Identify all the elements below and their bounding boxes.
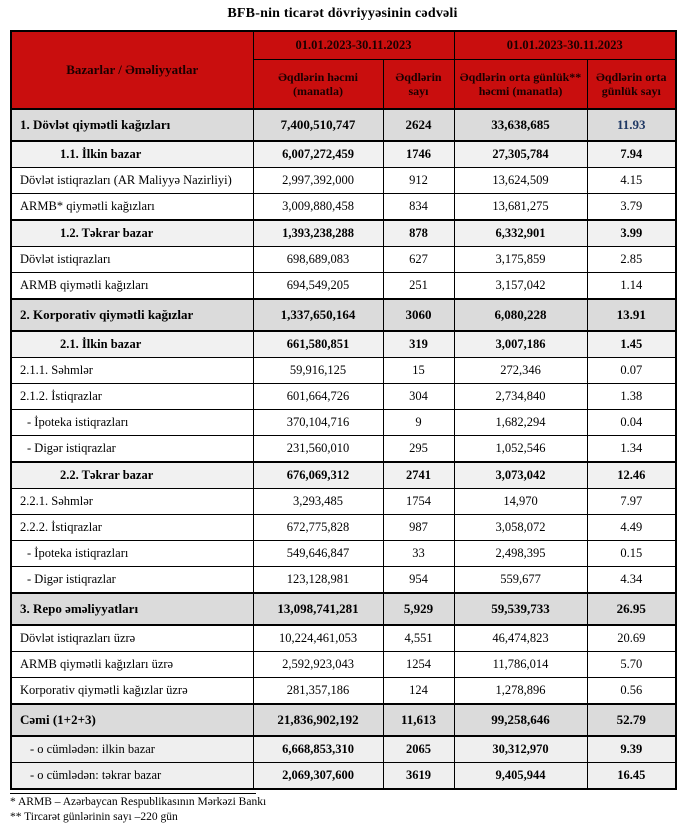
row-label: ARMB qiymətli kağızları <box>11 273 253 300</box>
table-row <box>11 273 676 300</box>
cell-avg-count: 0.07 <box>587 358 676 384</box>
cell-volume: 3,293,485 <box>253 489 383 515</box>
row-label: - Digər istiqrazlar <box>11 567 253 594</box>
cell-avg-volume: 3,175,859 <box>454 247 587 273</box>
cell-avg-count: 1.34 <box>587 436 676 463</box>
row-label: 1.1. İlkin bazar <box>11 141 253 168</box>
cell-avg-volume: 559,677 <box>454 567 587 594</box>
cell-volume: 6,668,853,310 <box>253 736 383 763</box>
cell-avg-count: 4.15 <box>587 168 676 194</box>
cell-volume: 370,104,716 <box>253 410 383 436</box>
cell-count: 1754 <box>383 489 454 515</box>
cell-count: 11,613 <box>383 704 454 736</box>
cell-avg-volume: 2,734,840 <box>454 384 587 410</box>
cell-avg-count: 16.45 <box>587 763 676 790</box>
table-row <box>11 384 676 410</box>
cell-avg-count: 0.56 <box>587 678 676 705</box>
cell-count: 1746 <box>383 141 454 168</box>
cell-avg-count: 4.34 <box>587 567 676 594</box>
cell-avg-volume: 1,278,896 <box>454 678 587 705</box>
table-row <box>11 410 676 436</box>
row-label: 2.2. Təkrar bazar <box>11 462 253 489</box>
corner-header: Bazarlar / Əməliyyatlar <box>11 31 253 109</box>
cell-avg-volume: 272,346 <box>454 358 587 384</box>
table-row <box>11 678 676 705</box>
row-label: - o cümlədən: təkrar bazar <box>11 763 253 790</box>
table-row <box>11 489 676 515</box>
cell-avg-volume: 13,624,509 <box>454 168 587 194</box>
table-row <box>11 462 676 489</box>
row-label: - İpoteka istiqrazları <box>11 410 253 436</box>
row-label: 2.1.1. Səhmlər <box>11 358 253 384</box>
cell-volume: 59,916,125 <box>253 358 383 384</box>
table-body <box>11 109 676 789</box>
cell-avg-volume: 6,080,228 <box>454 299 587 331</box>
cell-volume: 21,836,902,192 <box>253 704 383 736</box>
row-label: 3. Repo əməliyyatları <box>11 593 253 625</box>
row-label: 1. Dövlət qiymətli kağızları <box>11 109 253 141</box>
cell-avg-volume: 13,681,275 <box>454 194 587 221</box>
cell-avg-count: 52.79 <box>587 704 676 736</box>
table-row <box>11 704 676 736</box>
cell-avg-count: 7.97 <box>587 489 676 515</box>
table-row <box>11 299 676 331</box>
cell-count: 295 <box>383 436 454 463</box>
page-title: BFB-nin ticarət dövriyyəsinin cədvəli <box>227 6 458 21</box>
table-row <box>11 358 676 384</box>
cell-avg-count: 20.69 <box>587 625 676 652</box>
row-label: 2.1.2. İstiqrazlar <box>11 384 253 410</box>
cell-volume: 10,224,461,053 <box>253 625 383 652</box>
cell-count: 627 <box>383 247 454 273</box>
cell-volume: 1,337,650,164 <box>253 299 383 331</box>
cell-count: 834 <box>383 194 454 221</box>
cell-avg-volume: 46,474,823 <box>454 625 587 652</box>
cell-count: 3619 <box>383 763 454 790</box>
row-label: - Digər istiqrazlar <box>11 436 253 463</box>
cell-volume: 698,689,083 <box>253 247 383 273</box>
cell-avg-count: 7.94 <box>587 141 676 168</box>
column-header-avg-count: Əqdlərin orta günlük sayı <box>587 60 676 110</box>
cell-volume: 123,128,981 <box>253 567 383 594</box>
cell-avg-volume: 30,312,970 <box>454 736 587 763</box>
cell-volume: 676,069,312 <box>253 462 383 489</box>
cell-volume: 672,775,828 <box>253 515 383 541</box>
table-row <box>11 331 676 358</box>
row-label: ARMB qiymətli kağızları üzrə <box>11 652 253 678</box>
cell-count: 9 <box>383 410 454 436</box>
cell-volume: 7,400,510,747 <box>253 109 383 141</box>
cell-volume: 231,560,010 <box>253 436 383 463</box>
cell-count: 2624 <box>383 109 454 141</box>
cell-volume: 549,646,847 <box>253 541 383 567</box>
table-row <box>11 168 676 194</box>
row-label: - İpoteka istiqrazları <box>11 541 253 567</box>
table-row <box>11 763 676 790</box>
cell-count: 15 <box>383 358 454 384</box>
cell-volume: 13,098,741,281 <box>253 593 383 625</box>
cell-volume: 2,997,392,000 <box>253 168 383 194</box>
cell-count: 304 <box>383 384 454 410</box>
row-label: Dövlət istiqrazları (AR Maliyyə Nazirliyi) <box>11 168 253 194</box>
table-header <box>11 31 676 109</box>
cell-avg-volume: 1,052,546 <box>454 436 587 463</box>
cell-avg-count: 1.45 <box>587 331 676 358</box>
cell-count: 954 <box>383 567 454 594</box>
cell-avg-count: 2.85 <box>587 247 676 273</box>
row-label: 2. Korporativ qiymətli kağızlar <box>11 299 253 331</box>
cell-count: 4,551 <box>383 625 454 652</box>
column-header-volume: Əqdlərin həcmi (manatla) <box>253 60 383 110</box>
trade-turnover-table <box>10 30 677 790</box>
cell-count: 319 <box>383 331 454 358</box>
table-row <box>11 567 676 594</box>
cell-count: 3060 <box>383 299 454 331</box>
row-label: 2.2.1. Səhmlər <box>11 489 253 515</box>
cell-avg-count: 5.70 <box>587 652 676 678</box>
cell-volume: 2,069,307,600 <box>253 763 383 790</box>
row-label: 2.2.2. İstiqrazlar <box>11 515 253 541</box>
cell-count: 1254 <box>383 652 454 678</box>
cell-count: 251 <box>383 273 454 300</box>
cell-count: 5,929 <box>383 593 454 625</box>
row-label: Dövlət istiqrazları <box>11 247 253 273</box>
row-label: Korporativ qiymətli kağızlar üzrə <box>11 678 253 705</box>
cell-count: 987 <box>383 515 454 541</box>
period-header-2: 01.01.2023-30.11.2023 <box>454 31 676 60</box>
table-row <box>11 593 676 625</box>
cell-avg-volume: 11,786,014 <box>454 652 587 678</box>
cell-avg-count: 11.93 <box>587 109 676 141</box>
cell-avg-count: 4.49 <box>587 515 676 541</box>
cell-avg-count: 1.38 <box>587 384 676 410</box>
period-header-row <box>11 31 676 60</box>
table-row <box>11 515 676 541</box>
table-row <box>11 436 676 463</box>
cell-volume: 694,549,205 <box>253 273 383 300</box>
cell-avg-volume: 3,073,042 <box>454 462 587 489</box>
column-header-avg-volume: Əqdlərin orta günlük** həcmi (manatla) <box>454 60 587 110</box>
cell-avg-count: 3.99 <box>587 220 676 247</box>
table-row <box>11 194 676 221</box>
row-label: Cəmi (1+2+3) <box>11 704 253 736</box>
cell-count: 2065 <box>383 736 454 763</box>
cell-avg-volume: 3,157,042 <box>454 273 587 300</box>
cell-avg-count: 12.46 <box>587 462 676 489</box>
table-row <box>11 625 676 652</box>
cell-avg-count: 1.14 <box>587 273 676 300</box>
cell-avg-volume: 59,539,733 <box>454 593 587 625</box>
cell-volume: 1,393,238,288 <box>253 220 383 247</box>
cell-volume: 601,664,726 <box>253 384 383 410</box>
table-row <box>11 736 676 763</box>
row-label: 2.1. İlkin bazar <box>11 331 253 358</box>
cell-avg-volume: 99,258,646 <box>454 704 587 736</box>
table-row <box>11 541 676 567</box>
cell-avg-count: 0.04 <box>587 410 676 436</box>
cell-avg-count: 13.91 <box>587 299 676 331</box>
table-row <box>11 220 676 247</box>
table-row <box>11 652 676 678</box>
cell-avg-volume: 3,007,186 <box>454 331 587 358</box>
cell-count: 33 <box>383 541 454 567</box>
cell-avg-volume: 27,305,784 <box>454 141 587 168</box>
cell-avg-count: 0.15 <box>587 541 676 567</box>
cell-avg-volume: 3,058,072 <box>454 515 587 541</box>
cell-volume: 281,357,186 <box>253 678 383 705</box>
cell-avg-volume: 9,405,944 <box>454 763 587 790</box>
cell-count: 2741 <box>383 462 454 489</box>
cell-avg-volume: 14,970 <box>454 489 587 515</box>
cell-count: 878 <box>383 220 454 247</box>
cell-avg-volume: 1,682,294 <box>454 410 587 436</box>
cell-volume: 6,007,272,459 <box>253 141 383 168</box>
table-row <box>11 247 676 273</box>
row-label: ARMB* qiymətli kağızları <box>11 194 253 221</box>
footnotes <box>10 793 685 825</box>
table-row <box>11 109 676 141</box>
period-header-1: 01.01.2023-30.11.2023 <box>253 31 454 60</box>
cell-volume: 3,009,880,458 <box>253 194 383 221</box>
row-label: - o cümlədən: ilkin bazar <box>11 736 253 763</box>
footnote-trading-days: ** Tircarət günlərinin sayı –220 gün <box>10 810 178 823</box>
cell-volume: 2,592,923,043 <box>253 652 383 678</box>
cell-volume: 661,580,851 <box>253 331 383 358</box>
row-label: 1.2. Təkrar bazar <box>11 220 253 247</box>
cell-avg-count: 9.39 <box>587 736 676 763</box>
column-header-count: Əqdlərin sayı <box>383 60 454 110</box>
cell-count: 912 <box>383 168 454 194</box>
cell-avg-count: 26.95 <box>587 593 676 625</box>
cell-avg-volume: 33,638,685 <box>454 109 587 141</box>
cell-avg-count: 3.79 <box>587 194 676 221</box>
cell-count: 124 <box>383 678 454 705</box>
row-label: Dövlət istiqrazları üzrə <box>11 625 253 652</box>
table-row <box>11 141 676 168</box>
cell-avg-volume: 2,498,395 <box>454 541 587 567</box>
footnote-armb: * ARMB – Azərbaycan Respublikasının Mərkəzi Bankı <box>10 793 256 810</box>
cell-avg-volume: 6,332,901 <box>454 220 587 247</box>
